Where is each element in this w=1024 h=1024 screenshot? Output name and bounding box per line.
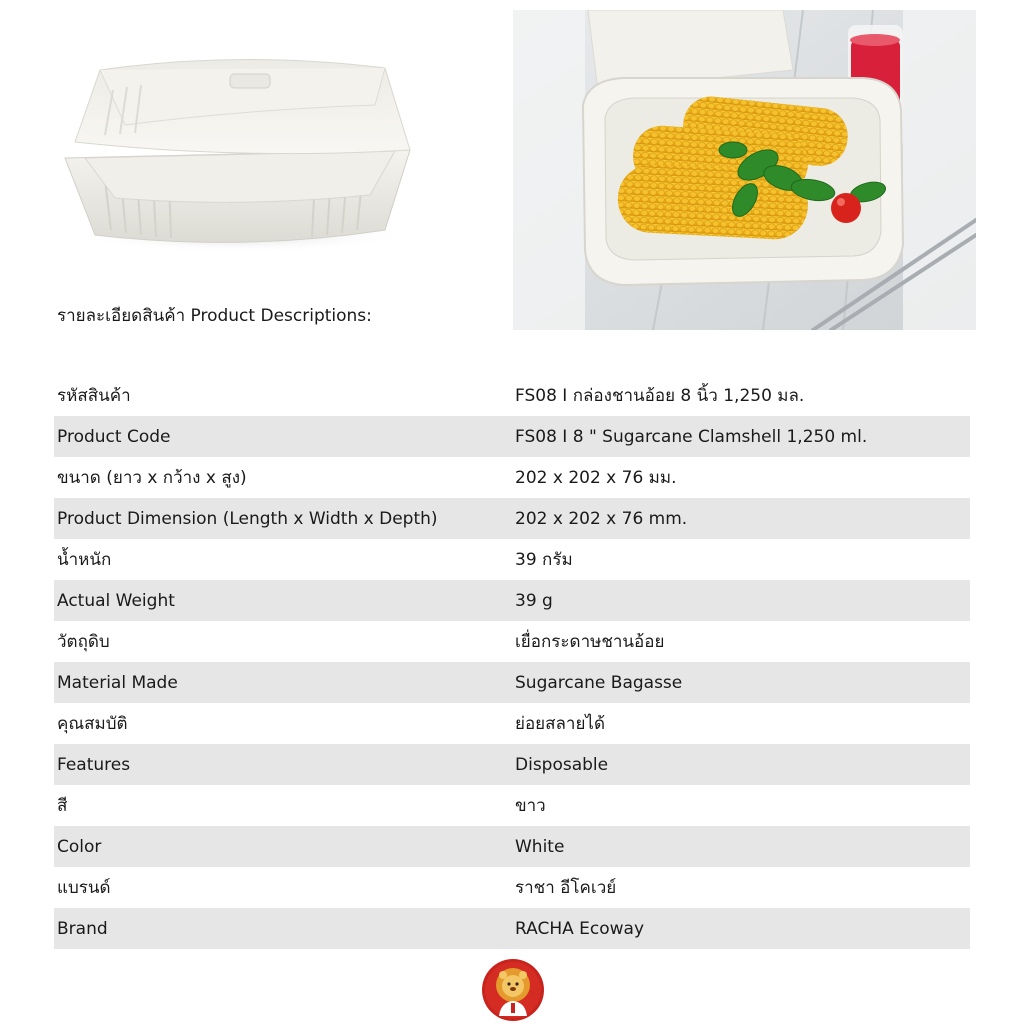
spec-value: 39 g bbox=[515, 590, 553, 611]
brand-logo bbox=[481, 958, 545, 1022]
spec-value: ราชา อีโคเวย์ bbox=[515, 878, 617, 898]
table-row bbox=[54, 539, 970, 580]
spec-label: น้ำหนัก bbox=[57, 550, 112, 570]
spec-label: รหัสสินค้า bbox=[57, 386, 131, 406]
table-row bbox=[54, 621, 970, 662]
spec-value: 39 กรัม bbox=[515, 550, 573, 570]
spec-value: 202 x 202 x 76 mm. bbox=[515, 508, 688, 529]
spec-value: ขาว bbox=[515, 796, 546, 816]
spec-label: Actual Weight bbox=[57, 590, 175, 611]
product-spec-table bbox=[54, 375, 970, 949]
spec-label: Product Code bbox=[57, 426, 171, 447]
spec-value: 202 x 202 x 76 มม. bbox=[515, 468, 677, 488]
spec-label: วัตถุดิบ bbox=[57, 632, 110, 652]
spec-label: Material Made bbox=[57, 672, 178, 693]
spec-label: Product Dimension (Length x Width x Depth) bbox=[57, 508, 438, 529]
table-row bbox=[54, 498, 970, 539]
spec-value: RACHA Ecoway bbox=[515, 918, 645, 939]
table-row bbox=[54, 908, 970, 949]
table-row bbox=[54, 457, 970, 498]
spec-label: ขนาด (ยาว x กว้าง x สูง) bbox=[57, 468, 247, 488]
table-row bbox=[54, 744, 970, 785]
spec-label: แบรนด์ bbox=[57, 878, 111, 898]
spec-value: FS08 I 8 " Sugarcane Clamshell 1,250 ml. bbox=[515, 426, 868, 447]
spec-value: Sugarcane Bagasse bbox=[515, 672, 683, 693]
spec-value: เยื่อกระดาษชานอ้อย bbox=[515, 632, 665, 652]
product-descriptions-heading: รายละเอียดสินค้า Product Descriptions: bbox=[57, 306, 372, 326]
table-row bbox=[54, 580, 970, 621]
table-row bbox=[54, 785, 970, 826]
table-row bbox=[54, 416, 970, 457]
spec-value: ย่อยสลายได้ bbox=[515, 714, 606, 734]
table-row bbox=[54, 867, 970, 908]
table-row bbox=[54, 375, 970, 416]
table-row bbox=[54, 662, 970, 703]
spec-label: สี bbox=[57, 796, 68, 816]
spec-label: คุณสมบัติ bbox=[57, 714, 128, 734]
spec-label: Brand bbox=[57, 918, 108, 939]
spec-value: FS08 I กล่องชานอ้อย 8 นิ้ว 1,250 มล. bbox=[515, 386, 805, 406]
spec-value: White bbox=[515, 836, 565, 857]
serving-photo bbox=[513, 10, 976, 330]
table-row bbox=[54, 703, 970, 744]
spec-value: Disposable bbox=[515, 754, 609, 775]
product-photo bbox=[55, 30, 425, 260]
spec-label: Features bbox=[57, 754, 131, 775]
spec-label: Color bbox=[57, 836, 102, 857]
table-row bbox=[54, 826, 970, 867]
